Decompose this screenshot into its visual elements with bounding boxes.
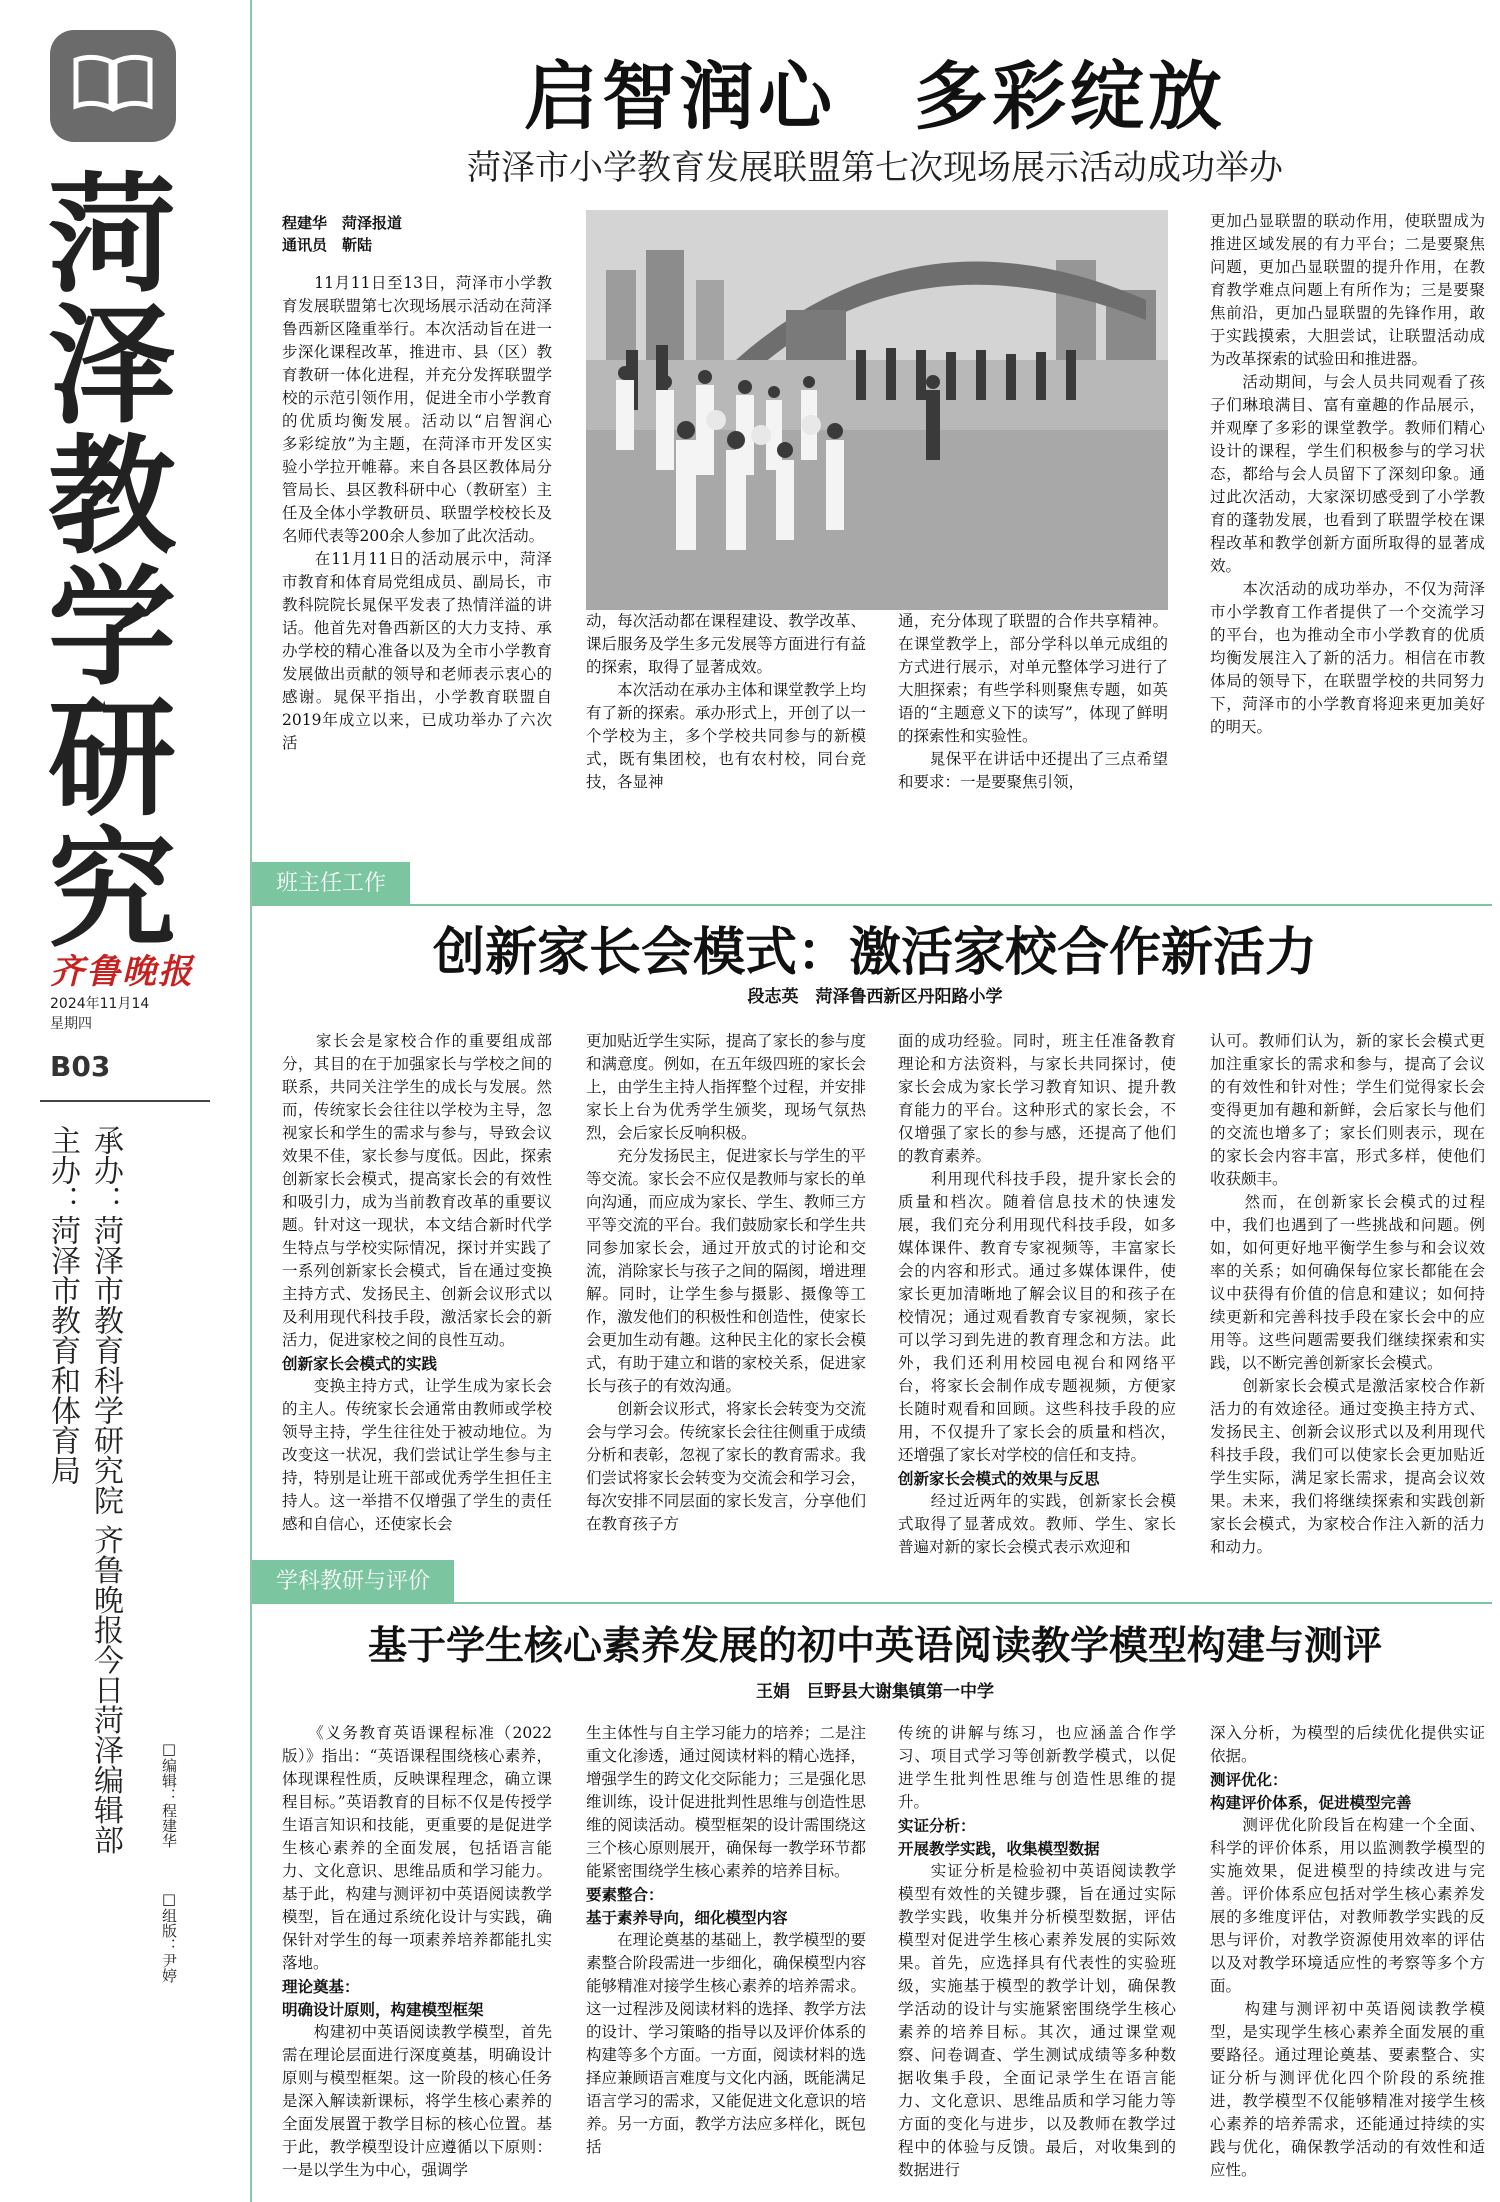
article3-column: 传统的讲解与练习，也应涵盖合作学习、项目式学习等创新教学模式，以促进学生批判性思维与创造性思维的提升。 实证分析： 开展教学实践，收集模型数据 实证分析是检验初中英语阅读教学模型有效性的关键步骤，旨在通过实际教学实践，收集并分析模型数据，评估模型对促进学生核心素养发展的实际效果。首先，应选择具有代表性的实验班级，实施基于模型的教学计划，确保教学活动的设计与实施紧密围绕学生核心素养的培养目标。其次，通过课堂观察、问卷调查、学生测试成绩等多种数据收集手段，全面记录学生在语言能力、文化意识、思维品质和学习能力等方面的变化与进步，以及教师在教学过程中的体验与反馈。最后，对收集到的数据进行: [898, 1724, 1176, 2179]
section-divider: [252, 1602, 1492, 1604]
brand-char: 学: [48, 554, 171, 703]
article1-column: 通，充分体现了联盟的合作共享精神。在课堂教学上，部分学科以单元成组的方式进行展示，对单元整体学习进行了大胆探索；有些学科则聚焦专题，如英语的“主题意义下的读写”，体现了鲜明的探索性和实验性。 晁保平在讲话中还提出了三点希望和要求：一是要聚焦引领，: [898, 612, 1168, 791]
article2-byline: 段志英 菏泽鲁西新区丹阳路小学: [747, 987, 1003, 1007]
brand-char: 究: [48, 816, 171, 965]
subheading: 构建评价体系，促进模型完善: [1210, 1793, 1412, 1812]
subheading: 实证分析：: [898, 1816, 976, 1835]
article3-column: 《义务教育英语课程标准（2022版）》指出：“英语课程围绕核心素养，体现课程性质，反映课程理念，确立课程目标。”英语教育的目标不仅是传授学生语言知识和技能，更重要的是促进学生核心素养的全面发展，包括语言能力、文化意识、思维品质和学习能力。基于此，构建与测评初中英语阅读教学模型，旨在通过系统化设计与实践，确保针对学生的每一项素养培养都能扎实落地。 理论奠基： 明确设计原则，构建模型框架 构建初中英语阅读教学模型，首先需在理论层面进行深度奠基，明确设计原则与模型框架。这一阶段的核心任务是深入解读新课标，将学生核心素养的全面发展置于教学目标的核心位置。基于此，教学模型设计应遵循以下原则：一是以学生为中心，强调学: [282, 1724, 552, 2179]
subheading: 创新家长会模式的效果与反思: [898, 1469, 1100, 1488]
subheading: 要素整合：: [586, 1885, 664, 1904]
article2-column: 家长会是家校合作的重要组成部分，其目的在于加强家长与学校之间的联系，共同关注学生的成长与发展。然而，传统家长会往往以学校为主导，忽视家长和学生的需求与参与，导致会议效果不佳，家长参与度低。因此，探索创新家长会模式，提高家长会的有效性和吸引力，成为当前教育改革的重要议题。针对这一现状，本文结合新时代学生特点与学校实际情况，探讨并实践了一系列创新家长会模式，旨在通过变换主持方式、发扬民主、创新会议形式以及利用现代科技手段，激活家长会的新活力，促进家校之间的良性互动。 创新家长会模式的实践 变换主持方式，让学生成为家长会的主人。传统家长会通常由教师或学校领导主持，学生往往处于被动地位。为改变这一状况，我们尝试让学生参与主持，特别是让班干部或优秀学生担任主持人。这一举措不仅增强了学生的责任感和自信心，还使家长会: [282, 1032, 552, 1533]
divider: [40, 1100, 210, 1102]
section-divider: [252, 904, 1492, 906]
paper-name: 齐鲁晚报: [50, 952, 194, 992]
article2-title: 创新家长会模式：激活家校合作新活力: [432, 922, 1317, 983]
page-number: B03: [50, 1050, 111, 1083]
article3-column: 生主体性与自主学习能力的培养；二是注重文化渗透，通过阅读材料的精心选择，增强学生的跨文化交际能力；三是强化思维训练，设计促进批判性思维与创造性思维的阅读活动。模型框架的设计需围绕这三个核心原则展开，确保每一教学环节都能紧密围绕学生核心素养的培养目标。 要素整合： 基于素养导向，细化模型内容 在理论奠基的基础上，教学模型的要素整合阶段需进一步细化，确保模型内容能够精准对接学生核心素养的培养需求。这一过程涉及阅读材料的选择、教学方法的设计、学习策略的指导以及评价体系的构建等多个方面。一方面，阅读材料的选择应兼顾语言难度与文化内涵，既能满足语言学习的需求，又能促进文化意识的培养。另一方面，教学方法应多样化，既包括: [586, 1724, 866, 2156]
brand-char: 泽: [48, 292, 171, 441]
brand-char: 教: [48, 423, 171, 572]
host-org: 主办：菏泽市教育和体育局: [45, 1125, 80, 1485]
issue-date: 2024年11月14: [50, 996, 150, 1012]
article1-column: 更加凸显联盟的联动作用，使联盟成为推进区域发展的有力平台；二是要聚焦问题，更加凸显联盟的提升作用，在教育教学难点问题上有所作为；三是要聚焦前沿，更加凸显联盟的先锋作用，敢于实践摸索，大胆尝试，让联盟活动成为改革探索的试验田和推进器。 活动期间，与会人员共同观看了孩子们琳琅满目、富有童趣的作品展示，并观摩了多彩的课堂教学。教师们精心设计的课程，学生们积极参与的学习状态，都给与会人员留下了深刻印象。通过此次活动，大家深切感受到了小学教育的蓬勃发展，也看到了联盟学校在课程改革和教学创新方面所取得的显著成效。 本次活动的成功举办，不仅为菏泽市小学教育工作者提供了一个交流学习的平台，也为推动全市小学教育的优质均衡发展注入了新的活力。相信在市教体局的领导下，在联盟学校的共同努力下，菏泽市的小学教育将迎来更加美好的明天。: [1210, 212, 1485, 736]
section-tag: 学科教研与评价: [252, 1560, 454, 1604]
subheading: 明确设计原则，构建模型框架: [282, 2000, 484, 2019]
article3-column: 深入分析，为模型的后续优化提供实证依据。 测评优化： 构建评价体系，促进模型完善 测评优化阶段旨在构建一个全面、科学的评价体系，用以监测教学模型的实施效果，促进模型的持续改进与完善。评价体系应包括对学生核心素养发展的多维度评估，对教师教学实践的反思与评价，对教学资源使用效率的评估以及对教学环境适应性的考察等多个方面。 构建与测评初中英语阅读教学模型，是实现学生核心素养全面发展的重要路径。通过理论奠基、要素整合、实证分析与测评优化四个阶段的系统推进，教学模型不仅能够精准对接学生核心素养的培养需求，还能通过持续的实践与优化，确保教学活动的有效性和适应性。: [1210, 1724, 1485, 2179]
brand-char: 菏: [48, 161, 171, 310]
article3-byline: 王娟 巨野县大谢集镇第一中学: [756, 1682, 994, 1702]
subheading: 基于素养导向，细化模型内容: [586, 1908, 788, 1927]
subheading: 测评优化：: [1210, 1770, 1288, 1789]
article1-byline: 通讯员 靳陆: [282, 236, 373, 254]
article2-column: 更加贴近学生实际，提高了家长的参与度和满意度。例如，在五年级四班的家长会上，由学生主持人指挥整个过程，并安排家长上台为优秀学生颁奖，现场气氛热烈，会后家长反响积极。 充分发扬民主，促进家长与学生的平等交流。家长会不应仅是教师与家长的单向沟通，而应成为家长、学生、教师三方平等交流的平台。我们鼓励家长和学生共同参加家长会，通过开放式的讨论和交流，消除家长与孩子之间的隔阂，增进理解。同时，让学生参与摄影、摄像等工作，激发他们的积极性和创造性，使家长会更加生动有趣。这种民主化的家长会模式，有助于建立和谐的家校关系，促进家长与孩子的有效沟通。 创新会议形式，将家长会转变为交流会与学习会。传统家长会往往侧重于成绩分析和表彰，忽视了家长的教育需求。我们尝试将家长会转变为交流会和学习会，每次安排不同层面的家长发言，分享他们在教育孩子方: [586, 1032, 866, 1533]
section-tag: 班主任工作: [252, 862, 410, 906]
event-photo: [586, 210, 1168, 610]
article1-title: 启智润心 多彩绽放: [524, 54, 1226, 140]
article1-column: 动，每次活动都在课程建设、教学改革、课后服务及学生多元发展等方面进行有益的探索，取得了显著成效。 本次活动在承办主体和课堂教学上均有了新的探索。承办形式上，开创了以一个学校为主，多个学校共同参与的新模式，既有集团校，也有农村校，同台竞技，各显神: [586, 612, 866, 791]
article1-byline: 程建华 菏泽报道: [282, 214, 403, 232]
article1-subtitle: 菏泽市小学教育发展联盟第七次现场展示活动成功举办: [467, 148, 1283, 188]
brand-char: 研: [48, 685, 171, 834]
subheading: 开展教学实践，收集模型数据: [898, 1839, 1100, 1858]
subheading: 理论奠基：: [282, 1977, 360, 1996]
masthead-sidebar: [0, 0, 252, 2202]
organizer-org: 承办：菏泽市教育科学研究院 齐鲁晚报今日菏泽编辑部: [88, 1125, 123, 1855]
subheading: 创新家长会模式的实践: [282, 1354, 438, 1373]
editor-credit: □编辑：程建华: [160, 1740, 178, 1848]
article2-column: 面的成功经验。同时，班主任准备教育理论和方法资料，与家长共同探讨，使家长会成为家长学习教育知识、提升教育能力的平台。这种形式的家长会，不仅增强了家长的参与感，还提高了他们的教育素养。 利用现代科技手段，提升家长会的质量和档次。随着信息技术的快速发展，我们充分利用现代科技手段，如多媒体课件、教育专家视频等，丰富家长会的内容和形式。通过多媒体课件，使家长更加清晰地了解会议目的和孩子在校情况；通过观看教育专家视频，家长可以学习到先进的教育理念和方法。此外，我们还利用校园电视台和网络平台，将家长会制作成专题视频，方便家长随时观看和回顾。这些科技手段的应用，不仅提升了家长会的质量和档次，还增强了家长对学校的信任和支持。 创新家长会模式的效果与反思 经过近两年的实践，创新家长会模式取得了显著成效。教师、学生、家长普遍对新的家长会模式表示欢迎和: [898, 1032, 1176, 1556]
article3-title: 基于学生核心素养发展的初中英语阅读教学模型构建与测评: [367, 1623, 1382, 1669]
open-book-icon: [50, 30, 176, 142]
article2-column: 认可。教师们认为，新的家长会模式更加注重家长的需求和参与，提高了会议的有效性和针对性；学生们觉得家长会变得更加有趣和新鲜，会后家长与他们的交流也增多了；家长们则表示，现在的家长会内容丰富，形式多样，使他们收获颇丰。 然而，在创新家长会模式的过程中，我们也遇到了一些挑战和问题。例如，如何更好地平衡学生参与和会议效率的关系；如何确保每位家长都能在会议中获得有价值的信息和建议；如何持续更新和完善科技手段在家长会中的应用等。这些问题需要我们继续探索和实践，以不断完善创新家长会模式。 创新家长会模式是激活家校合作新活力的有效途径。通过变换主持方式、发扬民主、创新会议形式以及利用现代科技手段，我们可以使家长会更加贴近学生实际，满足家长需求，提高会议效果。未来，我们将继续探索和实践创新家长会模式，为家校合作注入新的活力和动力。: [1210, 1032, 1485, 1556]
issue-weekday: 星期四: [50, 1016, 92, 1032]
newspaper-brand: [48, 161, 188, 965]
article1-column: 11月11日至13日，菏泽市小学教育发展联盟第七次现场展示活动在菏泽鲁西新区隆重举行。本次活动旨在进一步深化课程改革，推进市、县（区）教育教研一体化进程，并充分发挥联盟学校的示范引领作用，促进全市小学教育的优质均衡发展。活动以“启智润心 多彩绽放”为主题，在菏泽市开发区实验小学拉开帷幕。来自各县区教体局分管局长、县区教科研中心（教研室）主任及全体小学教研员、联盟学校校长及名师代表等200余人参加了此次活动。 在11月11日的活动展示中，菏泽市教育和体育局党组成员、副局长，市教科院院长晁保平发表了热情洋溢的讲话。他首先对鲁西新区的大力支持、承办学校的精心准备以及为全市小学教育发展做出贡献的领导和老师表示衷心的感谢。晁保平指出，小学教育联盟自2019年成立以来，已成功举办了六次活: [282, 274, 552, 752]
layout-credit: □组版：尹婷: [160, 1890, 178, 1983]
